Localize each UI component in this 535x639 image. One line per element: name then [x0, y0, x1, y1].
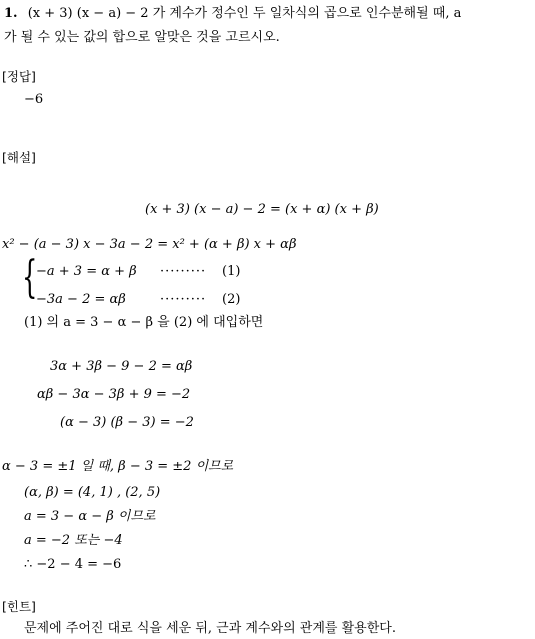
system-eq-1: −a + 3 = α + β [36, 264, 137, 279]
system-dots-2: ········· [160, 292, 207, 307]
system-tag-2: (2) [222, 292, 241, 307]
step-2: αβ − 3α − 3β + 9 = −2 [37, 387, 191, 402]
center-equation: (x + 3) (x − a) − 2 = (x + α) (x + β) [145, 202, 379, 217]
question-text-1: (x + 3) (x − a) − 2 가 계수가 정수인 두 일차식의 곱으로 인수분해될 때, a [27, 6, 462, 21]
question-number: 1. [4, 6, 18, 21]
question-text-2: 가 될 수 있는 값의 합으로 알맞은 것을 고르시오. [4, 30, 280, 45]
step-1: 3α + 3β − 9 − 2 = αβ [50, 359, 193, 374]
system-eq-2: −3a − 2 = αβ [36, 292, 126, 307]
substitution-text: (1) 의 a = 3 − α − β 을 (2) 에 대입하면 [24, 315, 264, 330]
explanation-heading: [해설] [2, 150, 36, 165]
answer-heading: [정답] [2, 69, 36, 84]
cases-text: α − 3 = ±1 일 때, β − 3 = ±2 이므로 [2, 459, 234, 474]
pairs-text: (α, β) = (4, 1) , (2, 5) [24, 485, 161, 500]
answer-value: −6 [24, 92, 44, 107]
hint-heading: [힌트] [2, 599, 36, 614]
a-relation-text: a = 3 − α − β 이므로 [24, 509, 156, 524]
a-values-text: a = −2 또는 −4 [24, 533, 123, 548]
system-brace: { [22, 252, 38, 303]
step-3: (α − 3) (β − 3) = −2 [60, 415, 194, 430]
system-dots-1: ········· [160, 264, 207, 279]
question-line-1 [4, 6, 461, 22]
system-tag-1: (1) [222, 264, 241, 279]
hint-text: 문제에 주어진 대로 식을 세운 뒤, 근과 계수와의 관계를 활용한다. [24, 621, 396, 636]
sum-text: ∴ −2 − 4 = −6 [24, 557, 122, 572]
expansion-equation: x² − (a − 3) x − 3a − 2 = x² + (α + β) x + αβ [2, 237, 297, 252]
